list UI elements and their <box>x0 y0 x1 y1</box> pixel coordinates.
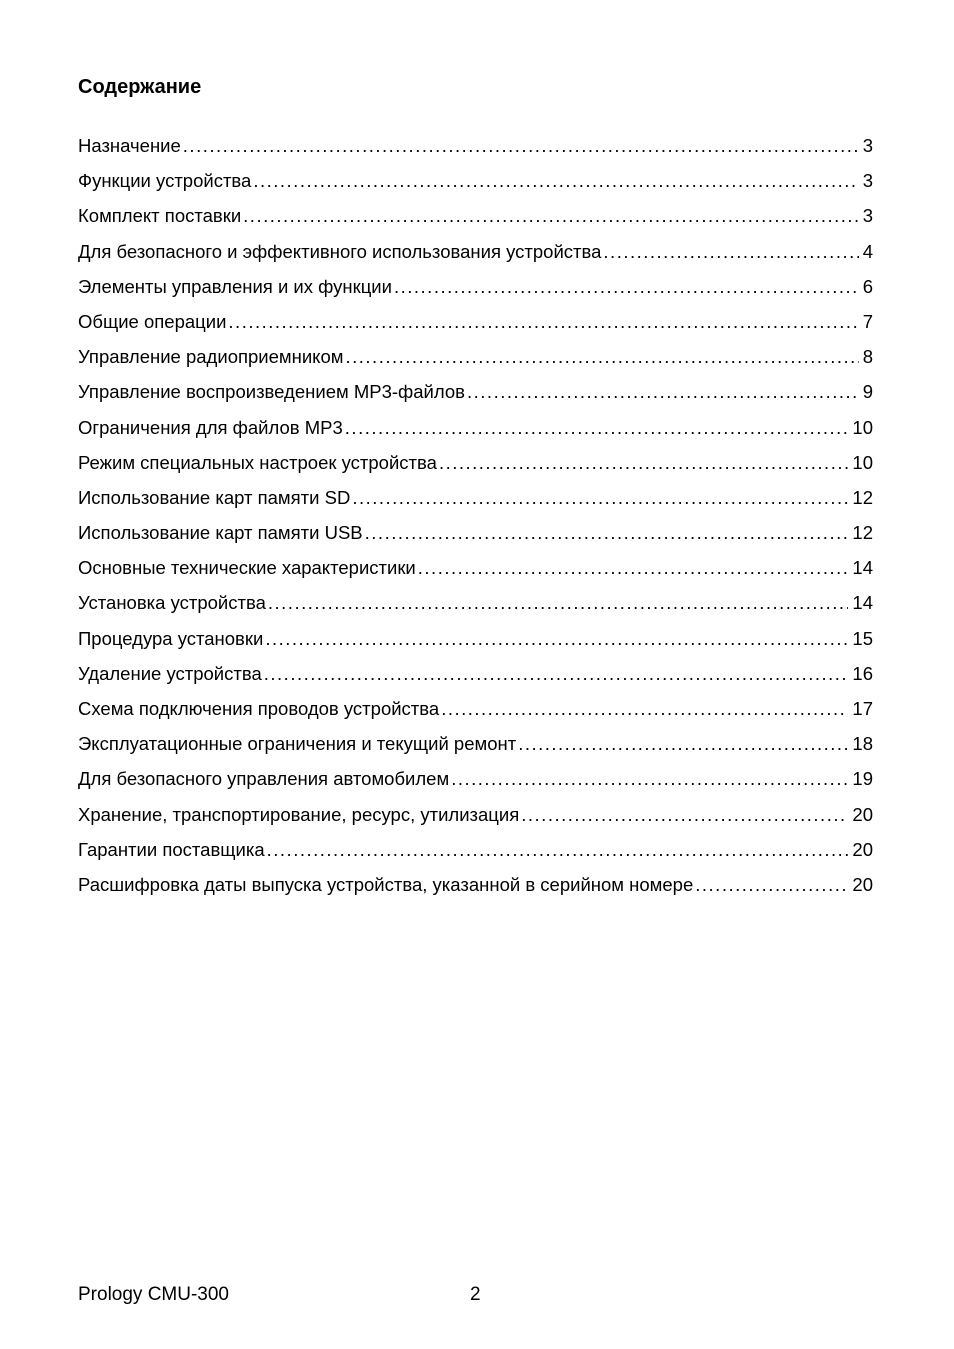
toc-dot-leader <box>439 445 848 480</box>
toc-entry-label: Хранение, транспортирование, ресурс, утилизация <box>78 803 520 825</box>
toc-entry-page-number: 14 <box>852 592 873 614</box>
toc-dot-leader <box>467 374 859 409</box>
toc-entry-label: Режим специальных настроек устройства <box>78 451 437 473</box>
toc-entry-label: Функции устройства <box>78 170 252 192</box>
toc-entry[interactable] <box>78 198 873 233</box>
toc-entry[interactable] <box>78 374 873 409</box>
toc-dot-leader <box>346 339 859 374</box>
table-of-contents <box>78 128 873 902</box>
toc-dot-leader <box>518 726 848 761</box>
toc-entry-label: Использование карт памяти USB <box>78 522 363 544</box>
toc-entry-label: Управление воспроизведением MP3-файлов <box>78 381 466 403</box>
toc-dot-leader <box>183 128 859 163</box>
toc-entry[interactable] <box>78 867 873 902</box>
toc-entry-label: Установка устройства <box>78 592 266 614</box>
toc-entry-label: Элементы управления и их функции <box>78 275 392 297</box>
toc-entry[interactable] <box>78 691 873 726</box>
toc-entry[interactable] <box>78 797 873 832</box>
footer-page-number: 2 <box>470 1284 481 1305</box>
toc-entry-page-number: 6 <box>862 275 873 297</box>
toc-entry-page-number: 4 <box>862 240 873 262</box>
toc-entry-page-number: 3 <box>862 135 873 156</box>
toc-entry[interactable] <box>78 128 873 163</box>
toc-entry-page-number: 3 <box>862 170 873 192</box>
toc-entry-page-number: 10 <box>852 451 873 473</box>
toc-entry-label: Комплект поставки <box>78 205 242 227</box>
toc-entry-page-number: 14 <box>852 557 873 579</box>
toc-dot-leader <box>345 410 849 445</box>
toc-entry[interactable] <box>78 480 873 515</box>
toc-entry-page-number: 8 <box>862 346 873 368</box>
toc-entry[interactable] <box>78 515 873 550</box>
toc-dot-leader <box>264 656 849 691</box>
toc-entry[interactable] <box>78 410 873 445</box>
toc-dot-leader <box>521 797 848 832</box>
toc-entry-page-number: 10 <box>852 416 873 438</box>
toc-entry[interactable] <box>78 761 873 796</box>
toc-entry-page-number: 20 <box>852 838 873 860</box>
toc-dot-leader <box>603 234 858 269</box>
toc-entry-label: Гарантии поставщика <box>78 838 265 860</box>
toc-entry-page-number: 18 <box>852 733 873 755</box>
toc-entry[interactable] <box>78 163 873 198</box>
toc-dot-leader <box>695 867 848 902</box>
toc-entry-page-number: 12 <box>852 486 873 508</box>
toc-dot-leader <box>451 761 848 796</box>
toc-dot-leader <box>418 550 849 585</box>
toc-entry-page-number: 15 <box>852 627 873 649</box>
toc-entry-label: Общие операции <box>78 310 227 332</box>
toc-entry[interactable] <box>78 445 873 480</box>
toc-entry-label: Расшифровка даты выпуска устройства, указанной в серийном номере <box>78 873 694 895</box>
toc-entry-label: Использование карт памяти SD <box>78 486 351 508</box>
toc-dot-leader <box>352 480 848 515</box>
toc-entry-page-number: 9 <box>862 381 873 403</box>
toc-dot-leader <box>267 832 849 867</box>
toc-dot-leader <box>243 198 859 233</box>
toc-entry-page-number: 16 <box>852 662 873 684</box>
toc-entry-label: Процедура установки <box>78 627 264 649</box>
toc-dot-leader <box>253 163 858 198</box>
toc-entry[interactable] <box>78 656 873 691</box>
toc-entry[interactable] <box>78 550 873 585</box>
toc-entry-page-number: 20 <box>852 873 873 895</box>
toc-dot-leader <box>441 691 848 726</box>
footer-product-name: Prology CMU-300 <box>78 1284 229 1305</box>
toc-entry-page-number: 19 <box>852 768 873 790</box>
toc-entry-page-number: 17 <box>852 698 873 719</box>
page-title: Содержание <box>78 76 202 98</box>
toc-entry-label: Основные технические характеристики <box>78 557 416 579</box>
toc-entry-page-number: 7 <box>862 310 873 332</box>
toc-dot-leader <box>228 304 858 339</box>
toc-entry-label: Ограничения для файлов MP3 <box>78 416 343 438</box>
toc-entry[interactable] <box>78 339 873 374</box>
toc-dot-leader <box>265 621 848 656</box>
toc-entry-label: Назначение <box>78 135 181 156</box>
toc-entry-page-number: 12 <box>852 522 873 544</box>
toc-entry[interactable] <box>78 832 873 867</box>
toc-dot-leader <box>394 269 859 304</box>
toc-entry[interactable] <box>78 234 873 269</box>
toc-entry[interactable] <box>78 269 873 304</box>
toc-entry-page-number: 20 <box>852 803 873 825</box>
toc-entry-label: Для безопасного и эффективного использования устройства <box>78 240 602 262</box>
toc-entry-label: Эксплуатационные ограничения и текущий ремонт <box>78 733 517 755</box>
toc-entry[interactable] <box>78 726 873 761</box>
toc-dot-leader <box>268 585 849 620</box>
toc-entry-label: Управление радиоприемником <box>78 346 344 368</box>
toc-entry-label: Для безопасного управления автомобилем <box>78 768 450 790</box>
toc-entry-page-number: 3 <box>862 205 873 227</box>
toc-entry-label: Удаление устройства <box>78 662 262 684</box>
toc-entry-label: Схема подключения проводов устройства <box>78 698 440 719</box>
toc-entry[interactable] <box>78 621 873 656</box>
toc-dot-leader <box>365 515 849 550</box>
toc-entry[interactable] <box>78 304 873 339</box>
toc-entry[interactable] <box>78 585 873 620</box>
